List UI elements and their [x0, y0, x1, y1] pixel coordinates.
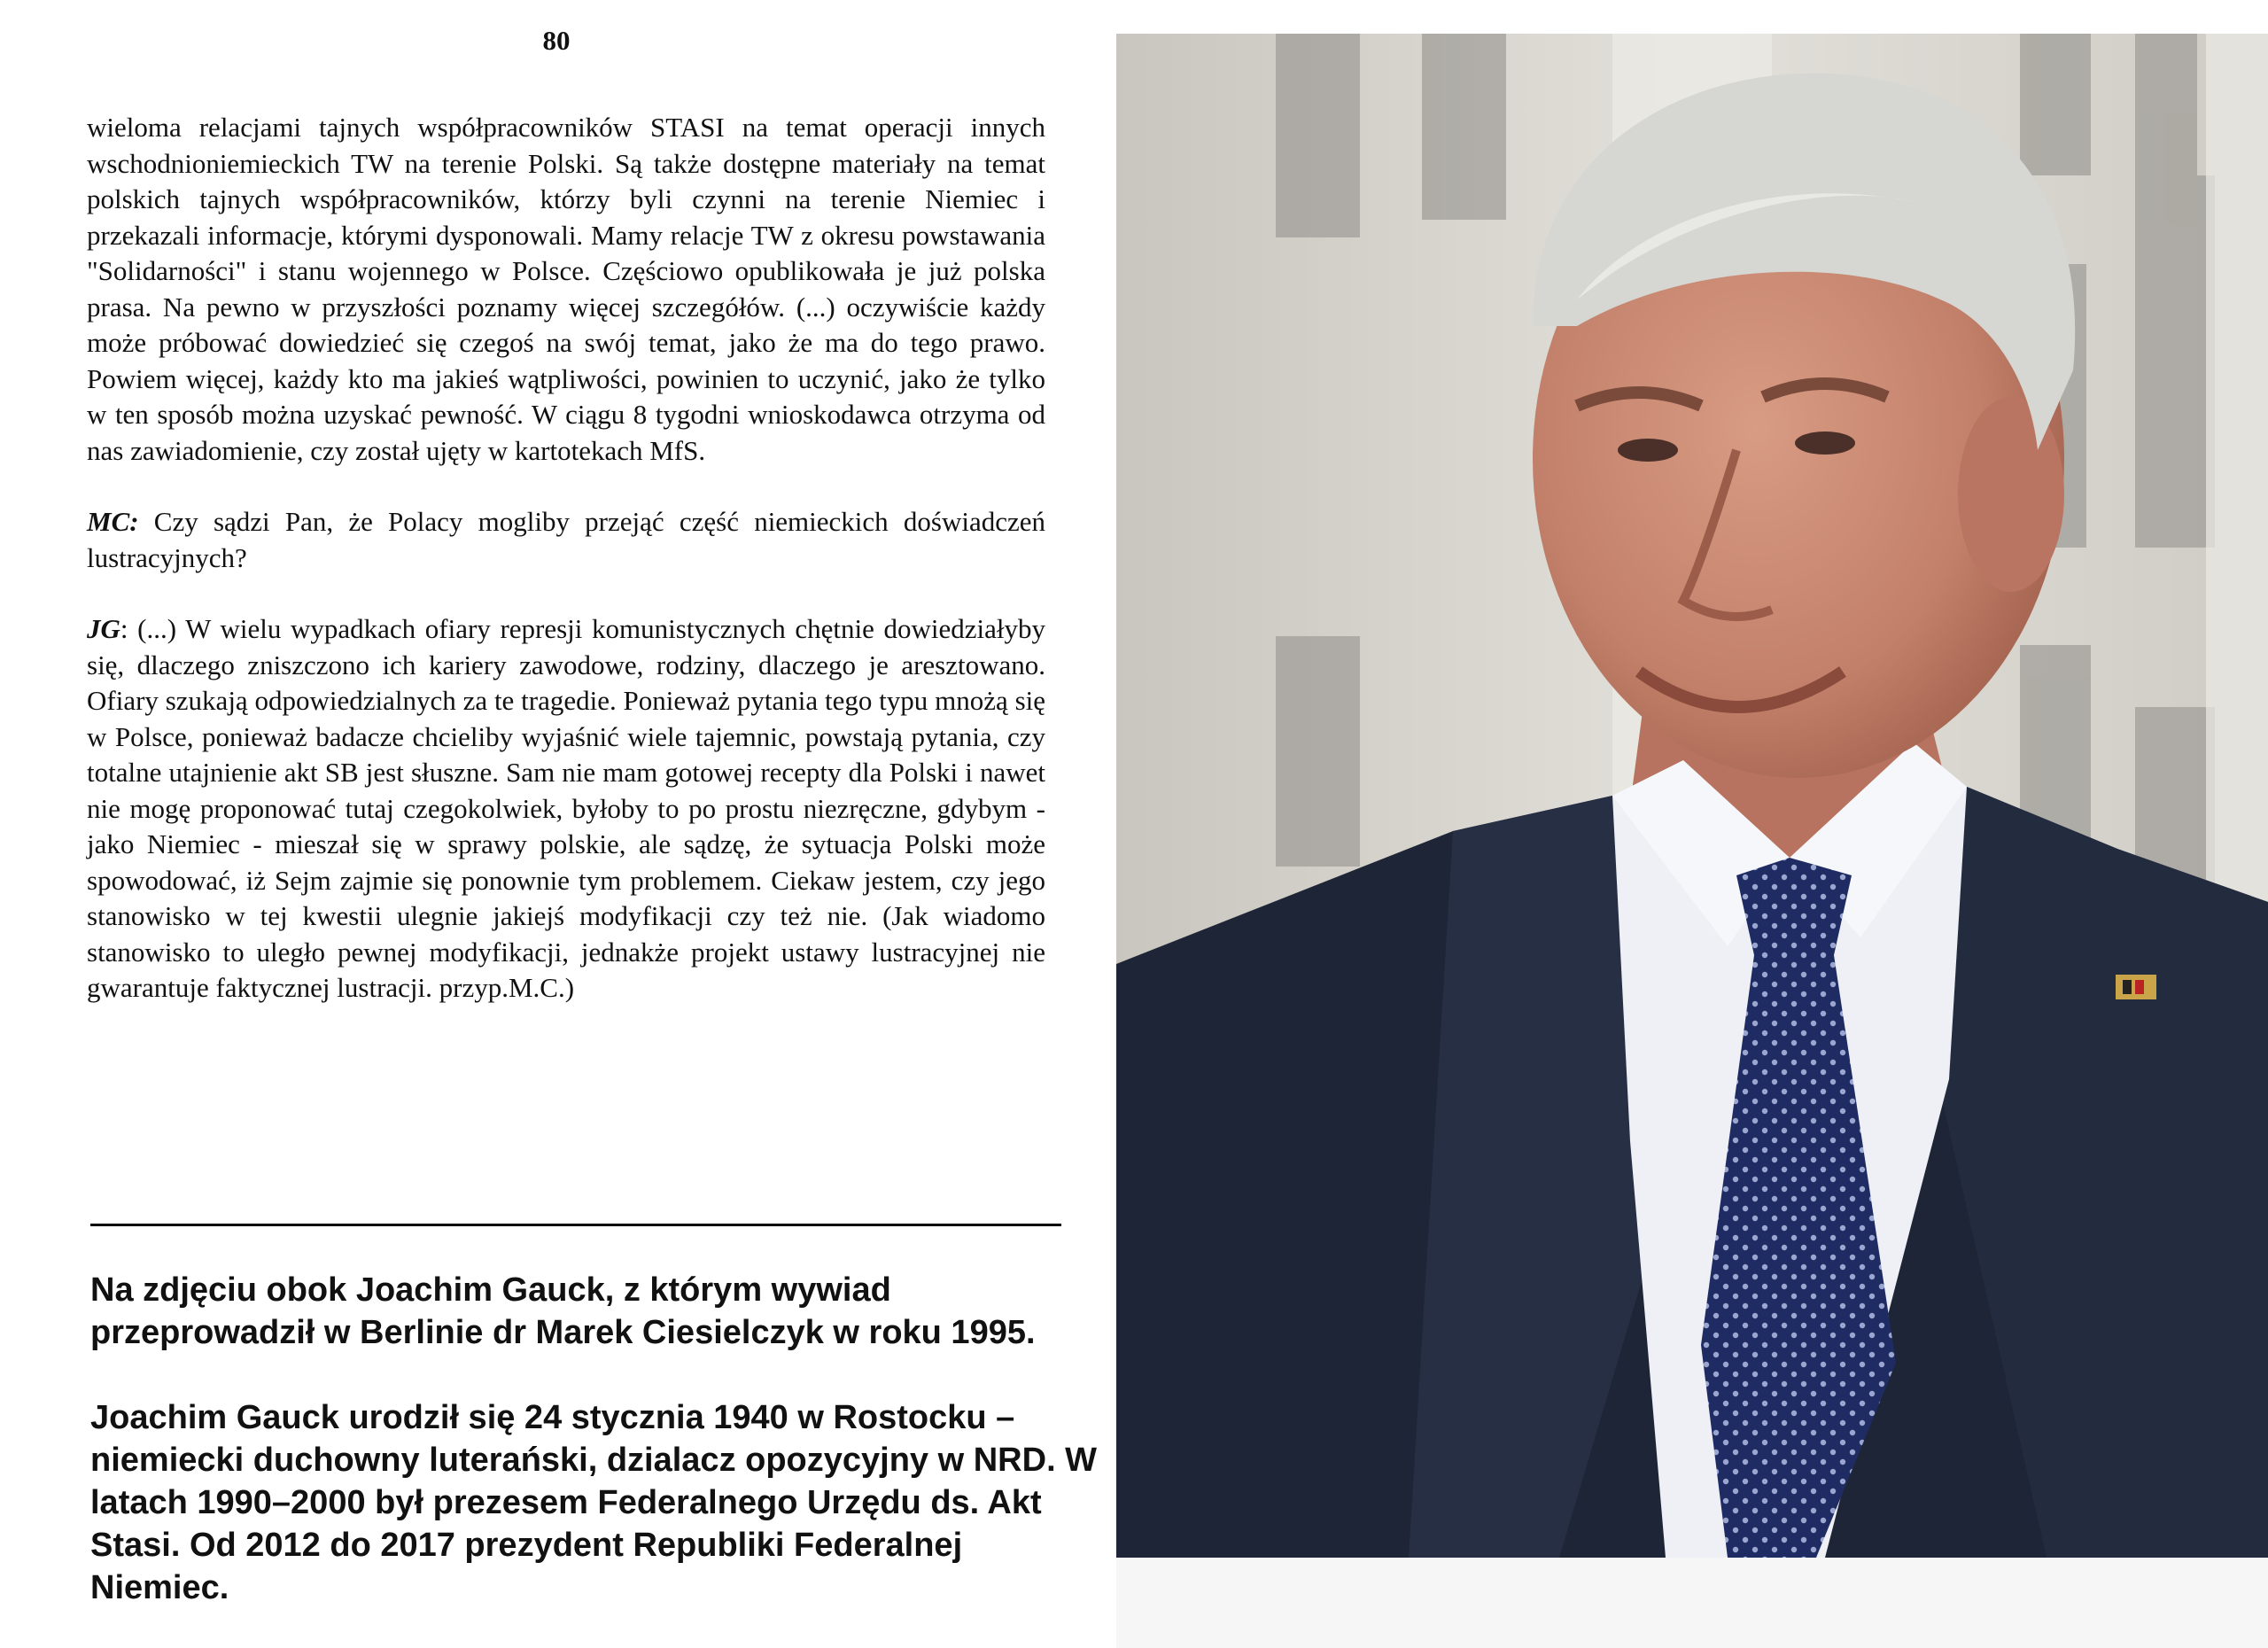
- speaker-label-mc: MC:: [87, 506, 139, 537]
- interview-text: [87, 110, 1045, 1007]
- portrait-photo-icon: [1116, 34, 2268, 1558]
- paragraph-answer: [87, 611, 1045, 1007]
- section-divider: [90, 1224, 1061, 1226]
- speaker-colon: :: [120, 613, 128, 644]
- question-text: Czy sądzi Pan, że Polacy mogliby przejąć część niemieckich doświadczeń lustracyjnych?: [87, 506, 1045, 573]
- photo-bottom-margin: [1116, 1558, 2268, 1648]
- caption-line-2: Joachim Gauck urodził się 24 stycznia 1940 w Rostocku – niemiecki duchowny luterański, dzialacz opozycyjny w NRD. W latach 1990–2000 był prezesem Federalnego Urzędu ds. Akt Stasi. Od 2012 do 2017 prezydent Republiki Federalnej Niemiec.: [90, 1399, 1098, 1606]
- caption-line-1: Na zdjęciu obok Joachim Gauck, z którym wywiad przeprowadził w Berlinie dr Marek Ciesielczyk w roku 1995.: [90, 1271, 1036, 1351]
- paragraph-question: [87, 504, 1045, 576]
- photo-caption: [90, 1269, 1100, 1609]
- speaker-label-jg: JG: [87, 613, 120, 644]
- paragraph-intro: wieloma relacjami tajnych współpracowników STASI na temat operacji innych wschodnioniemieckich TW na terenie Polski. Są także dostępne materiały na temat polskich tajnych współpracowników, którzy byli czynni na terenie Niemiec i przekazali informacje, którymi dysponowali. Mamy relacje TW z okresu powstawania "Solidarności" i stanu wojennego w Polsce. Częściowo opublikowała je już polska prasa. Na pewno w przyszłości poznamy więcej szczegółów. (...) oczywiście każdy może próbować dowiedzieć się czegoś na swój temat, jako że ma do tego prawo. Powiem więcej, każdy kto ma jakieś wątpliwości, powinien to uczynić, jako że tylko w ten sposób można uzyskać pewność. W ciągu 8 tygodni wnioskodawca otrzyma od nas zawiadomienie, czy został ujęty w kartotekach MfS.: [87, 112, 1045, 466]
- answer-text: (...) W wielu wypadkach ofiary represji komunistycznych chętnie dowiedziałyby się, dlaczego zniszczono ich kariery zawodowe, rodziny, dlaczego je aresztowano. Ofiary szukają odpowiedzialnych za te tragedie. Ponieważ pytania tego typu mnożą się w Polsce, ponieważ badacze chcieliby wyjaśnić wiele tajemnic, powstają pytania, czy totalne utajnienie akt SB jest słuszne. Sam nie mam gotowej recepty dla Polski i nawet nie mogę proponować tutaj czegokolwiek, byłoby to po prostu niezręczne, gdybym - jako Niemiec - mieszał się w sprawy polskie, ale sądzę, że sytuacja Polski może spowodować, iż Sejm zajmie się ponownie tym problemem. Ciekaw jestem, czy jego stanowisko w tej kwestii ulegnie jakiejś modyfikacji czy też nie. (Jak wiadomo stanowisko to uległo pewnej modyfikacji, jednakże projekt ustawy lustracyjnej nie gwarantuje faktycznej lustracji. przyp.M.C.): [87, 613, 1045, 1003]
- portrait-photo: [1116, 34, 2268, 1558]
- page-number: 80: [542, 25, 571, 56]
